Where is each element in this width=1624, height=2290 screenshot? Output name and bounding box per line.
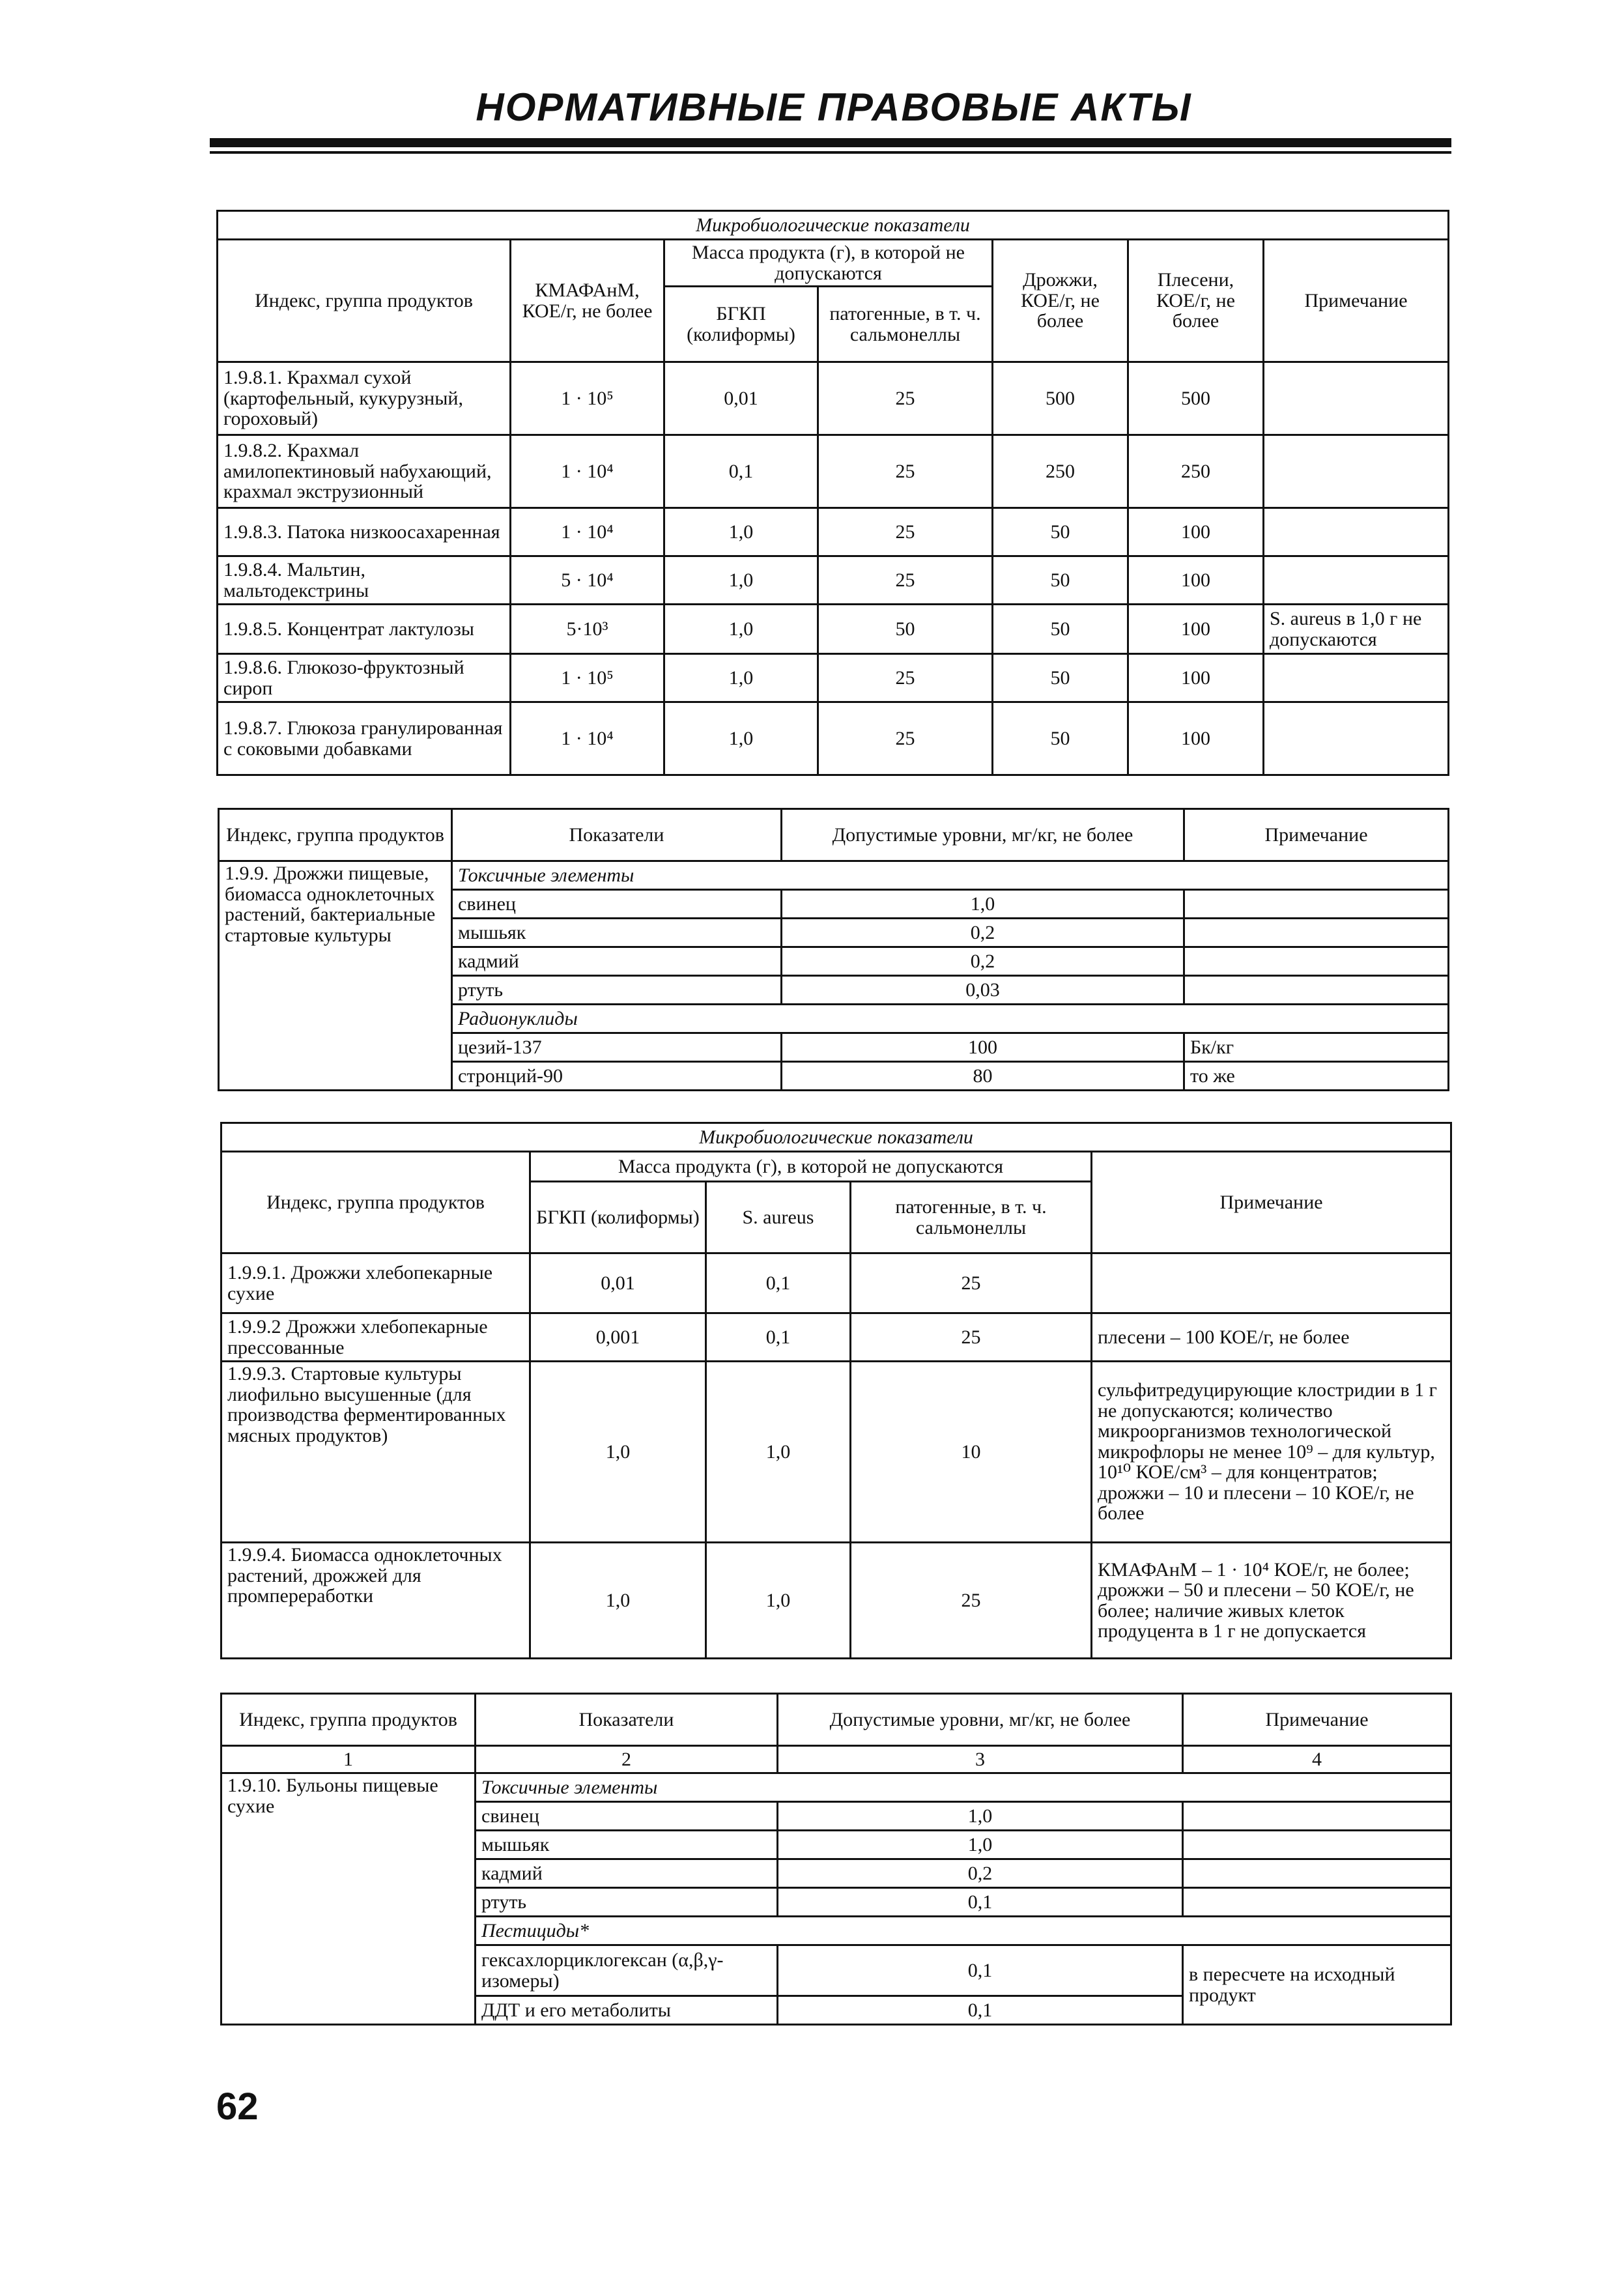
row-name: 1.9.8.5. Концентрат лактулозы (218, 605, 511, 654)
table-row (221, 1543, 1451, 1659)
cell-indicator: свинец (476, 1802, 778, 1831)
cell-yeast: 50 (993, 508, 1128, 556)
cell-indicator: кадмий (452, 947, 782, 976)
row-name: 1.9.8.2. Крахмал амилопектиновый набухающий, крахмал экструзионный (218, 435, 511, 508)
cell-bgkp: 1,0 (530, 1362, 706, 1543)
cell-note (1183, 1859, 1451, 1888)
table-row (218, 362, 1449, 435)
cell-note: плесени – 100 КОЕ/г, не более (1092, 1313, 1451, 1362)
cell-bgkp: 1,0 (664, 556, 818, 605)
cell-yeast: 50 (993, 702, 1128, 775)
group-name: 1.9.9. Дрожжи пищевые, биомасса одноклеточных растений, бактериальные стартовые культуры (219, 861, 452, 1091)
cell-note (1184, 976, 1449, 1005)
cell-pathogen: 50 (818, 605, 993, 654)
column-numbers-row (221, 1746, 1451, 1773)
cell-indicator: ДДТ и его метаболиты (476, 1996, 778, 2025)
col-number: 1 (221, 1746, 476, 1773)
col-mass: Масса продукта (г), в которой не допускаются (664, 240, 993, 287)
cell-pathogen: 25 (818, 435, 993, 508)
cell-note (1184, 947, 1449, 976)
row-name: 1.9.8.3. Патока низкоосахаренная (218, 508, 511, 556)
col-note: Примечание (1184, 809, 1449, 861)
cell-pathogen: 25 (818, 508, 993, 556)
col-number: 2 (476, 1746, 778, 1773)
cell-saureus: 0,1 (706, 1253, 851, 1313)
cell-indicator: мышьяк (476, 1831, 778, 1859)
running-header: НОРМАТИВНЫЕ ПРАВОВЫЕ АКТЫ (476, 85, 1192, 129)
cell-mold: 100 (1128, 702, 1264, 775)
cell-mold: 100 (1128, 654, 1264, 702)
table-row (221, 1313, 1451, 1362)
cell-bgkp: 0,01 (530, 1253, 706, 1313)
cell-note (1184, 890, 1449, 919)
cell-note: в пересчете на исходный продукт (1183, 1945, 1451, 2025)
col-saureus: S. aureus (706, 1182, 851, 1253)
cell-bgkp: 1,0 (664, 605, 818, 654)
cell-saureus: 1,0 (706, 1543, 851, 1659)
cell-note: Бк/кг (1184, 1033, 1449, 1062)
page-number: 62 (216, 2085, 259, 2128)
table-yeast-micro (220, 1122, 1452, 1659)
row-name: 1.9.9.2 Дрожжи хлебопекарные прессованные (221, 1313, 530, 1362)
row-name: 1.9.8.4. Мальтин, мальтодекстрины (218, 556, 511, 605)
col-indicators: Показатели (476, 1694, 778, 1746)
cell-note: то же (1184, 1062, 1449, 1091)
cell-kmafanm: 1 · 10⁴ (511, 508, 664, 556)
cell-bgkp: 0,01 (664, 362, 818, 435)
cell-indicator: мышьяк (452, 919, 782, 947)
col-number: 4 (1183, 1746, 1451, 1773)
cell-level: 1,0 (778, 1831, 1183, 1859)
cell-yeast: 50 (993, 556, 1128, 605)
col-index: Индекс, группа продуктов (221, 1152, 530, 1253)
row-name: 1.9.8.7. Глюкоза гранулированная с соковыми добавками (218, 702, 511, 775)
col-index: Индекс, группа продуктов (219, 809, 452, 861)
cell-bgkp: 1,0 (664, 654, 818, 702)
section-title: Пестициды* (476, 1917, 1451, 1945)
cell-mold: 500 (1128, 362, 1264, 435)
cell-yeast: 50 (993, 605, 1128, 654)
cell-bgkp: 1,0 (664, 508, 818, 556)
table-starch-micro (216, 210, 1449, 776)
cell-note: КМАФАнМ – 1 · 10⁴ КОЕ/г, не более; дрожжи – 50 и плесени – 50 КОЕ/г, не более; наличие живых клеток продуцента в 1 г не допускается (1092, 1543, 1451, 1659)
col-note: Примечание (1264, 240, 1449, 362)
cell-pathogen: 25 (851, 1543, 1092, 1659)
col-mass: Масса продукта (г), в которой не допускаются (530, 1152, 1092, 1182)
table-row (218, 508, 1449, 556)
cell-yeast: 50 (993, 654, 1128, 702)
row-name: 1.9.9.4. Биомасса одноклеточных растений, дрожжей для промпереработки (221, 1543, 530, 1659)
row-name: 1.9.8.6. Глюкозо-фруктозный сироп (218, 654, 511, 702)
col-pathogen: патогенные, в т. ч. сальмонеллы (851, 1182, 1092, 1253)
row-name: 1.9.9.1. Дрожжи хлебопекарные сухие (221, 1253, 530, 1313)
cell-bgkp: 0,1 (664, 435, 818, 508)
cell-level: 80 (782, 1062, 1184, 1091)
col-note: Примечание (1092, 1152, 1451, 1253)
table-row (218, 435, 1449, 508)
cell-level: 0,2 (778, 1859, 1183, 1888)
cell-mold: 250 (1128, 435, 1264, 508)
cell-kmafanm: 5 · 10⁴ (511, 556, 664, 605)
cell-kmafanm: 5·10³ (511, 605, 664, 654)
cell-indicator: ртуть (452, 976, 782, 1005)
cell-level: 100 (782, 1033, 1184, 1062)
cell-level: 0,2 (782, 919, 1184, 947)
table-broth-contaminants (220, 1693, 1452, 2025)
col-pathogen: патогенные, в т. ч. сальмонеллы (818, 287, 993, 362)
cell-level: 0,1 (778, 1996, 1183, 2025)
table-row (218, 654, 1449, 702)
col-levels: Допустимые уровни, мг/кг, не более (782, 809, 1184, 861)
cell-level: 0,1 (778, 1888, 1183, 1917)
cell-bgkp: 0,001 (530, 1313, 706, 1362)
cell-kmafanm: 1 · 10⁵ (511, 362, 664, 435)
cell-bgkp: 1,0 (530, 1543, 706, 1659)
cell-kmafanm: 1 · 10⁴ (511, 702, 664, 775)
col-index: Индекс, группа продуктов (218, 240, 511, 362)
row-name: 1.9.8.1. Крахмал сухой (картофельный, кукурузный, гороховый) (218, 362, 511, 435)
cell-note: S. aureus в 1,0 г не допускаются (1264, 605, 1449, 654)
cell-saureus: 1,0 (706, 1362, 851, 1543)
header-rule-thick (210, 138, 1451, 147)
cell-bgkp: 1,0 (664, 702, 818, 775)
cell-pathogen: 25 (851, 1253, 1092, 1313)
cell-note (1183, 1802, 1451, 1831)
cell-note (1264, 508, 1449, 556)
cell-indicator: цезий-137 (452, 1033, 782, 1062)
col-bgkp: БГКП (колиформы) (530, 1182, 706, 1253)
header-rule-thin (210, 151, 1451, 154)
cell-note: сульфитредуцирующие клостридии в 1 г не допускаются; количество микроорганизмов технологической микрофлоры не менее 10⁹ – для культур, 10¹⁰ КОЕ/см³ – для концентратов; дрожжи – 10 и плесени – 10 КОЕ/г, не более (1092, 1362, 1451, 1543)
section-title: Токсичные элементы (452, 861, 1449, 890)
table-row (218, 556, 1449, 605)
cell-indicator: стронций-90 (452, 1062, 782, 1091)
cell-note (1264, 654, 1449, 702)
col-index: Индекс, группа продуктов (221, 1694, 476, 1746)
cell-level: 0,2 (782, 947, 1184, 976)
cell-pathogen: 25 (818, 654, 993, 702)
cell-indicator: ртуть (476, 1888, 778, 1917)
cell-note (1264, 362, 1449, 435)
micro-group-title: Микробиологические показатели (221, 1123, 1451, 1152)
col-number: 3 (778, 1746, 1183, 1773)
col-kmafanm: КМАФАнМ, КОЕ/г, не более (511, 240, 664, 362)
cell-mold: 100 (1128, 556, 1264, 605)
section-title: Радионуклиды (452, 1005, 1449, 1033)
cell-pathogen: 25 (818, 556, 993, 605)
cell-pathogen: 25 (818, 702, 993, 775)
cell-note (1183, 1888, 1451, 1917)
cell-yeast: 500 (993, 362, 1128, 435)
micro-group-title: Микробиологические показатели (218, 211, 1449, 240)
cell-level: 0,1 (778, 1945, 1183, 1996)
col-mold: Плесени, КОЕ/г, не более (1128, 240, 1264, 362)
col-bgkp: БГКП (колиформы) (664, 287, 818, 362)
cell-level: 1,0 (782, 890, 1184, 919)
cell-mold: 100 (1128, 508, 1264, 556)
row-name: 1.9.9.3. Стартовые культуры лиофильно высушенные (для производства ферментированных мясных продуктов) (221, 1362, 530, 1543)
table-row (218, 702, 1449, 775)
cell-note (1264, 556, 1449, 605)
cell-note (1183, 1831, 1451, 1859)
table-row (221, 1362, 1451, 1543)
cell-note (1264, 702, 1449, 775)
cell-kmafanm: 1 · 10⁴ (511, 435, 664, 508)
col-yeast: Дрожжи, КОЕ/г, не более (993, 240, 1128, 362)
cell-note (1092, 1253, 1451, 1313)
cell-note (1264, 435, 1449, 508)
cell-level: 1,0 (778, 1802, 1183, 1831)
cell-note (1184, 919, 1449, 947)
cell-mold: 100 (1128, 605, 1264, 654)
col-indicators: Показатели (452, 809, 782, 861)
cell-pathogen: 25 (818, 362, 993, 435)
table-row (218, 605, 1449, 654)
cell-indicator: гексахлорциклогексан (α,β,γ-изомеры) (476, 1945, 778, 1996)
cell-saureus: 0,1 (706, 1313, 851, 1362)
col-note: Примечание (1183, 1694, 1451, 1746)
cell-yeast: 250 (993, 435, 1128, 508)
cell-indicator: свинец (452, 890, 782, 919)
cell-level: 0,03 (782, 976, 1184, 1005)
cell-pathogen: 10 (851, 1362, 1092, 1543)
cell-kmafanm: 1 · 10⁵ (511, 654, 664, 702)
group-name: 1.9.10. Бульоны пищевые сухие (221, 1773, 476, 2025)
cell-indicator: кадмий (476, 1859, 778, 1888)
cell-pathogen: 25 (851, 1313, 1092, 1362)
table-yeast-contaminants (218, 808, 1449, 1091)
col-levels: Допустимые уровни, мг/кг, не более (778, 1694, 1183, 1746)
table-row (221, 1253, 1451, 1313)
section-title: Токсичные элементы (476, 1773, 1451, 1802)
